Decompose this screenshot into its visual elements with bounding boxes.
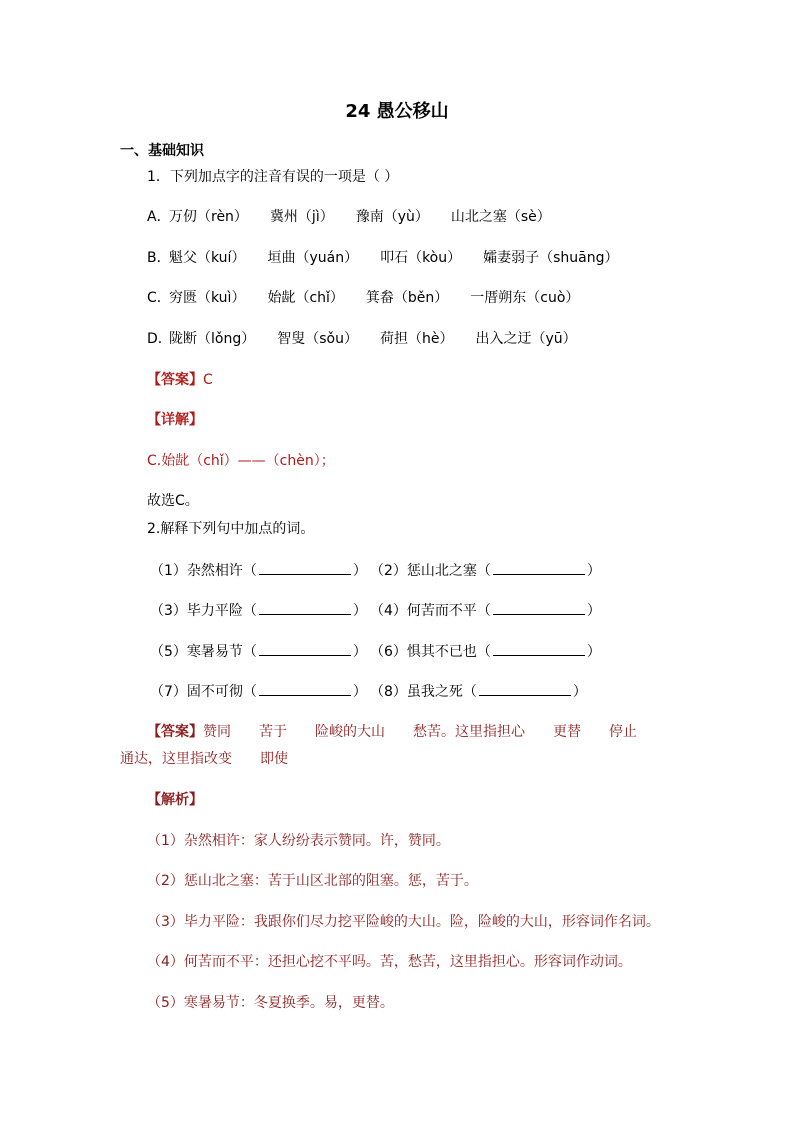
option-item: 山北之塞（sè） [450,209,551,225]
option-label: C． [147,290,171,306]
answer-tag: 【答案】 [147,724,203,740]
analysis-line: （2）惩山北之塞：苦于山区北部的阻塞。惩，苦于。 [147,873,478,889]
item-text: （7）固不可彻（ [150,684,257,700]
option-item: 万仞（rèn） [169,209,248,225]
answer-blank[interactable] [493,600,585,615]
question-1-stem: 1．下列加点字的注音有误的一项是（ ） [147,169,399,185]
analysis-line: （1）杂然相许：家人纷纷表示赞同。许，赞同。 [147,833,450,849]
option-label: D． [147,331,172,347]
detail-tag: 【详解】 [147,412,203,428]
blank-item-8 [370,681,587,702]
answer-item: 愁苦。这里指担心 [413,724,525,740]
option-c [147,288,601,308]
answer-blank[interactable] [259,560,351,575]
answer-blank[interactable] [259,600,351,615]
option-item: 智叟（sǒu） [277,331,358,347]
answer-item: 通达，这里指改变 [120,751,232,767]
option-item: 孀妻弱子（shuāng） [483,250,619,266]
item-close: ） [572,684,587,700]
option-item: 穷匮（kuì） [169,290,246,306]
answer-item: 赞同 [203,724,231,740]
answer-2-line-1 [147,722,637,742]
answer-2-line-2 [120,749,288,769]
answer-item: 苦于 [259,724,287,740]
detail-text: C.始龀（chǐ）——（chèn）； [147,453,335,469]
item-text: （2）惩山北之塞（ [370,563,491,579]
item-text: （4）何苦而不平（ [370,603,491,619]
blank-item-7 [150,681,367,702]
option-item: 出入之迂（yū） [475,331,577,347]
answer-line [147,370,213,390]
option-item: 陇断（lǒng） [169,331,256,347]
question-2-stem: 2.解释下列句中加点的词。 [147,521,315,537]
blank-item-4 [370,600,601,621]
answer-blank[interactable] [493,641,585,656]
answer-item: 停止 [609,724,637,740]
answer-item: 险峻的大山 [315,724,385,740]
answer-tag: 【答案】 [147,372,203,388]
analysis-line: （5）寒暑易节：冬夏换季。易，更替。 [147,995,394,1011]
option-label: A． [147,209,171,225]
item-close: ） [352,644,367,660]
analysis-line: （4）何苦而不平：还担心挖不平吗。苦，愁苦，这里指担心。形容词作动词。 [147,954,632,970]
option-b [147,248,641,268]
blank-item-5 [150,641,367,662]
option-item: 荷担（hè） [379,331,454,347]
answer-item: 更替 [553,724,581,740]
option-a [147,207,573,227]
blank-item-6 [370,641,601,662]
item-close: ） [586,644,601,660]
item-close: ） [352,684,367,700]
option-item: 豫南（yù） [355,209,429,225]
answer-blank[interactable] [493,560,585,575]
blank-item-1 [150,560,367,581]
option-item: 箕畚（běn） [365,290,449,306]
answer-item: 即使 [260,751,288,767]
option-d [147,329,599,349]
section-heading: 一、基础知识 [120,143,204,159]
item-close: ） [586,603,601,619]
conclusion-text: 故选C。 [147,493,199,509]
option-item: 冀州（jì） [269,209,334,225]
item-text: （8）虽我之死（ [370,684,477,700]
blank-item-2 [370,560,601,581]
item-close: ） [352,563,367,579]
item-text: （1）杂然相许（ [150,563,257,579]
option-item: 叩石（kòu） [380,250,462,266]
option-item: 始龀（chǐ） [267,290,344,306]
answer-blank[interactable] [479,681,571,696]
option-item: 垣曲（yuán） [267,250,359,266]
page-title: 24 愚公移山 [345,101,449,122]
analysis-tag: 【解析】 [147,792,203,808]
item-text: （6）惧其不已也（ [370,644,491,660]
option-item: 一厝朔东（cuò） [470,290,580,306]
item-close: ） [586,563,601,579]
item-text: （5）寒暑易节（ [150,644,257,660]
analysis-line: （3）毕力平险：我跟你们尽力挖平险峻的大山。险，险峻的大山，形容词作名词。 [147,914,660,930]
option-item: 魁父（kuí） [169,250,246,266]
item-close: ） [352,603,367,619]
option-label: B． [147,250,171,266]
answer-value: C [203,372,213,388]
blank-item-3 [150,600,367,621]
answer-blank[interactable] [259,681,351,696]
answer-blank[interactable] [259,641,351,656]
item-text: （3）毕力平险（ [150,603,257,619]
